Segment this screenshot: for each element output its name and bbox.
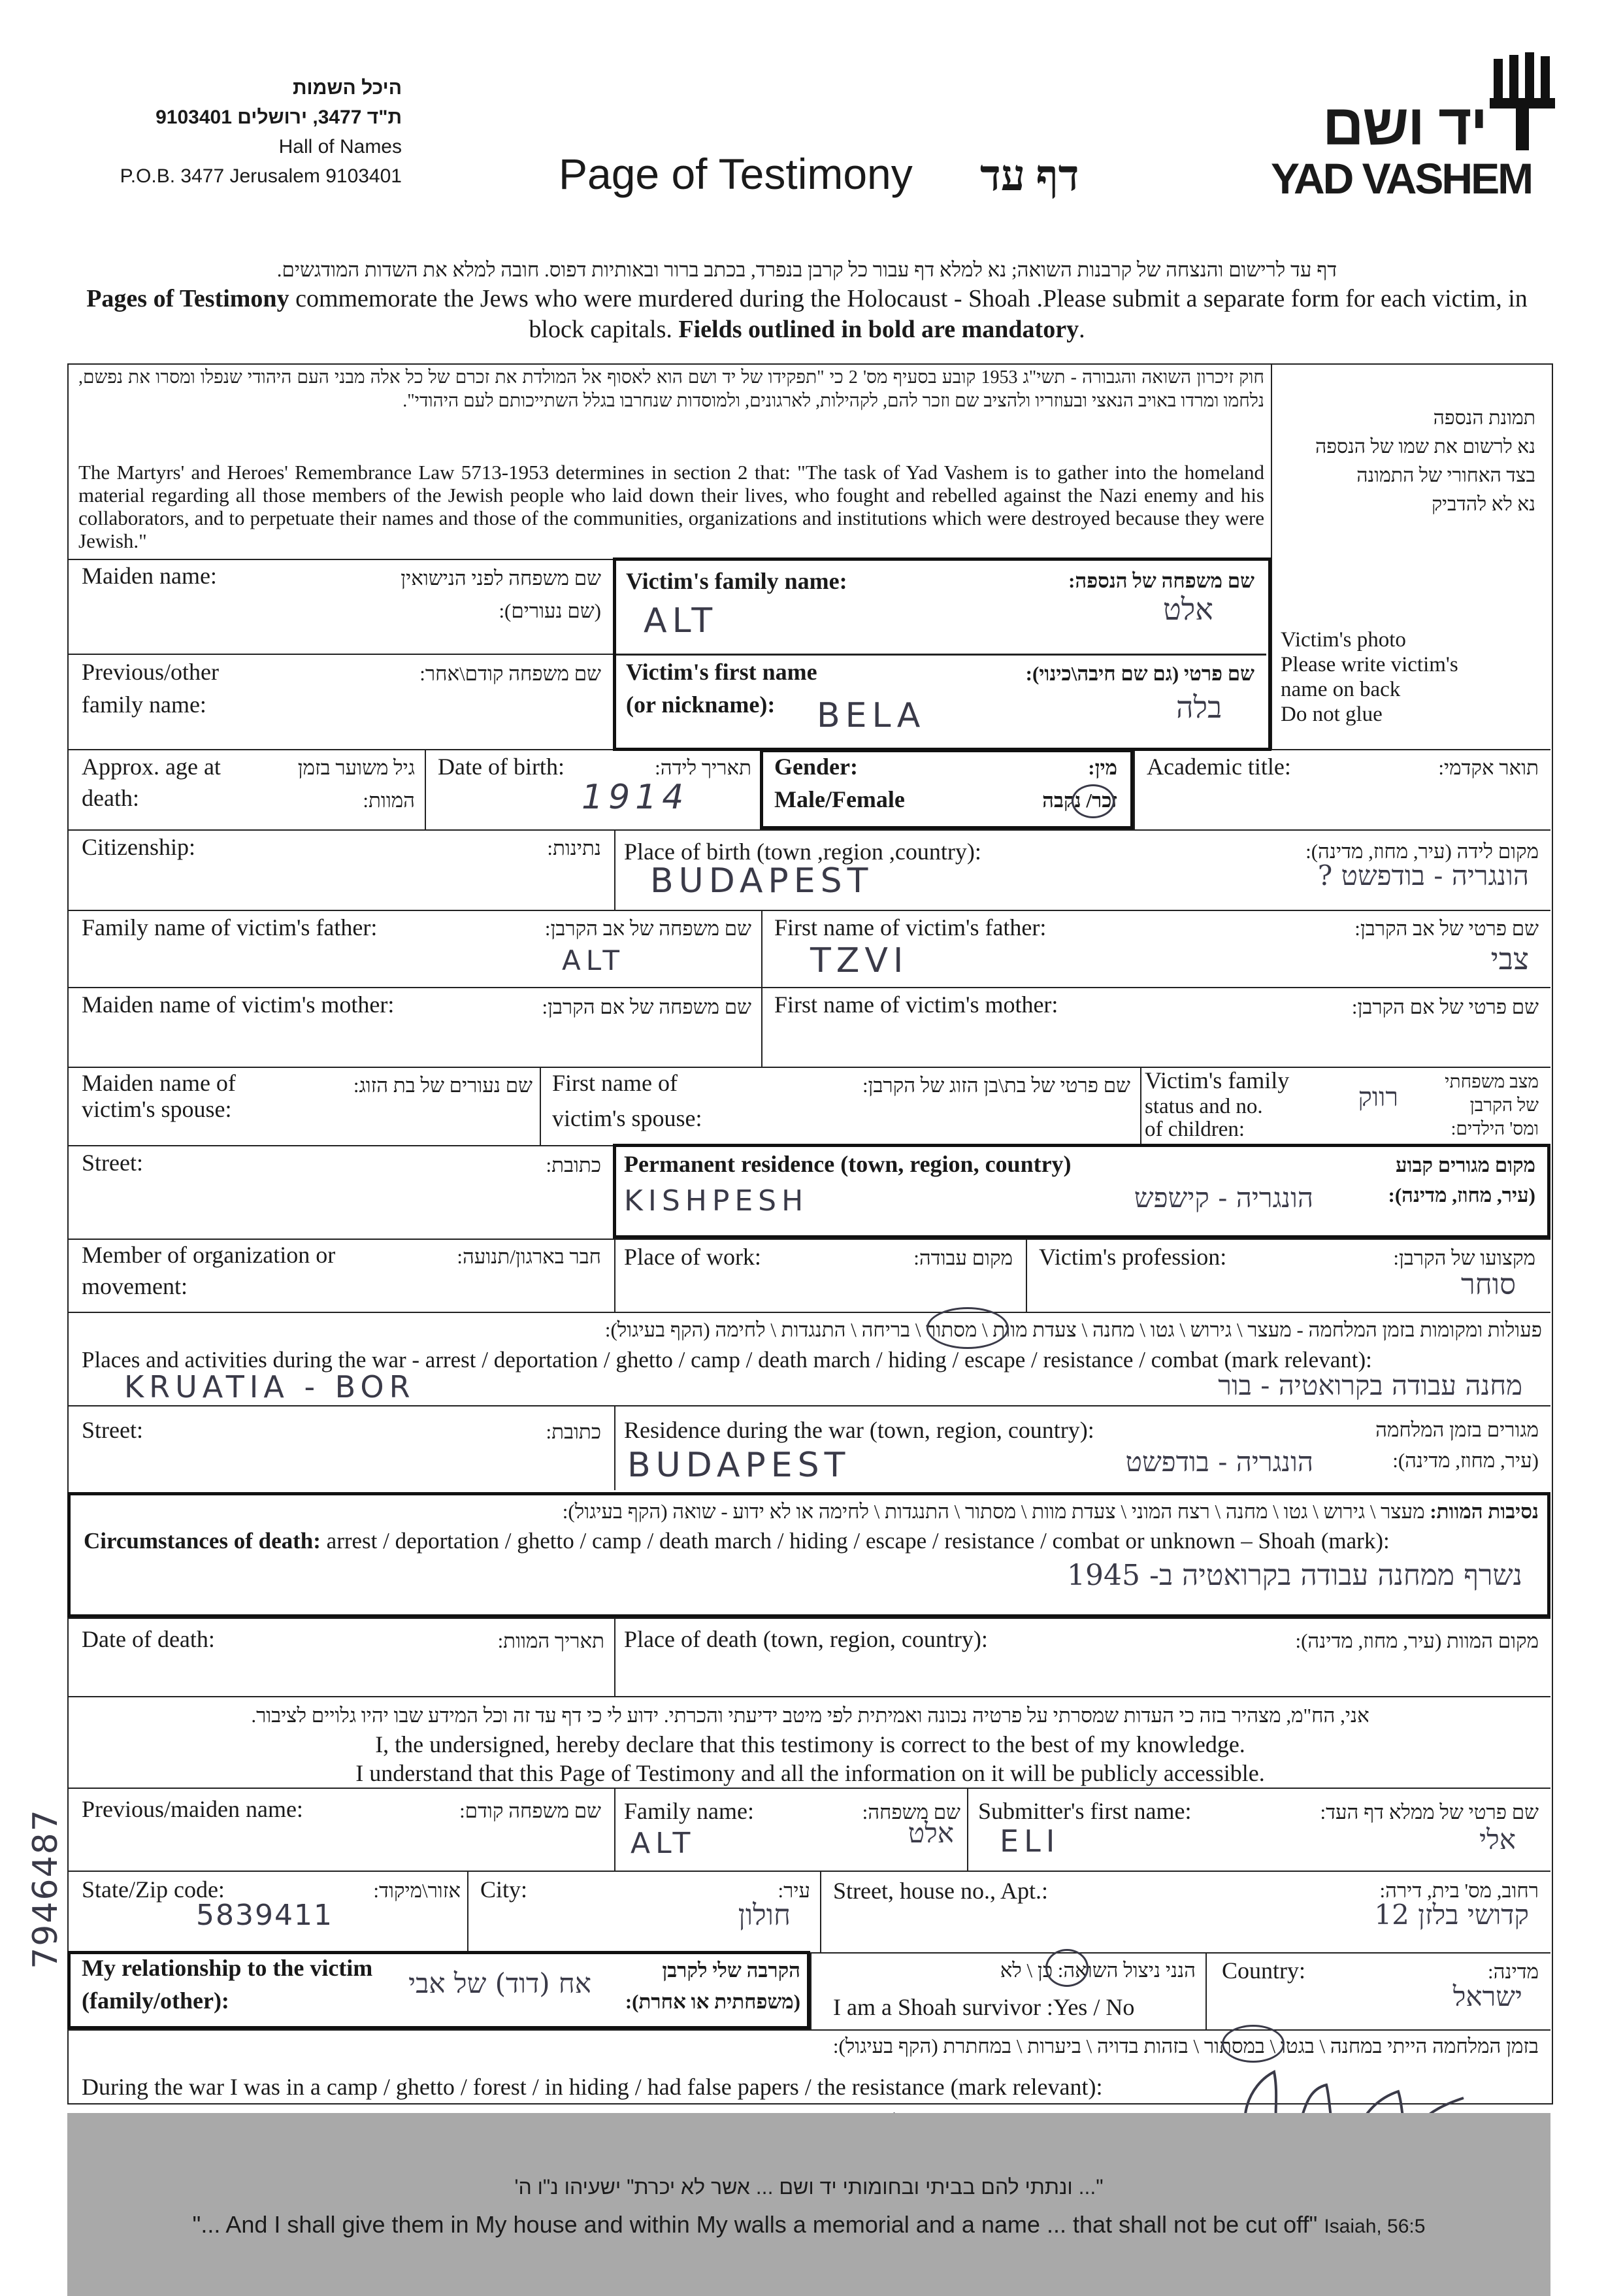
photo-en-4: Do not glue bbox=[1281, 703, 1383, 726]
photo-en-1: Victim's photo bbox=[1281, 628, 1406, 652]
gender-label: Gender: bbox=[774, 754, 858, 780]
spouse-first-label-he: שם פרטי של בת\בן הזוג של הקרבן: bbox=[862, 1074, 1130, 1097]
submitter-city-label-he: עיר: bbox=[778, 1879, 810, 1902]
death-circ-label bbox=[84, 1526, 1390, 1556]
submitter-zip-label-he: אזור\מיקוד: bbox=[373, 1879, 461, 1902]
country-label: Country: bbox=[1222, 1957, 1306, 1984]
yad-vashem-logo bbox=[1271, 52, 1558, 203]
family-name-label-he: שם משפחה של הנספה: bbox=[1068, 569, 1254, 592]
war-residence-value-he[interactable]: הונגריה - בודפשט bbox=[1125, 1446, 1313, 1478]
family-status-value[interactable]: רווק bbox=[1358, 1082, 1398, 1112]
submitter-zip-label: State/Zip code: bbox=[82, 1876, 225, 1903]
academic-label: Academic title: bbox=[1147, 754, 1291, 780]
profession-value[interactable]: סוחר bbox=[1461, 1268, 1516, 1301]
country-label-he: מדינה: bbox=[1488, 1960, 1539, 1983]
death-circ-value[interactable]: נשרף ממחנה עבודה בקרואטיה ב- 1945 bbox=[1067, 1559, 1522, 1592]
age-label: Approx. age at bbox=[82, 754, 221, 780]
relationship-label-he-2: (משפחתית או אחרת): bbox=[625, 1990, 800, 2013]
father-first-label: First name of victim's father: bbox=[774, 914, 1047, 940]
street-label: Street: bbox=[82, 1150, 143, 1176]
family-status-label-he: מצב משפחתי bbox=[1445, 1072, 1539, 1092]
submitter-street-label: Street, house no., Apt.: bbox=[833, 1878, 1048, 1904]
submitter-city-label: City: bbox=[480, 1876, 528, 1903]
death-circ-label-he-bold: נסיבות המוות: bbox=[1430, 1500, 1539, 1523]
gender-label-he: מין: bbox=[1088, 756, 1117, 779]
photo-instructions-he bbox=[1281, 404, 1535, 519]
family-status-label-he-2: של הקרבן bbox=[1469, 1095, 1539, 1116]
relationship-label-2: (family/other): bbox=[82, 1988, 229, 2014]
photo-instructions-en bbox=[1281, 627, 1458, 727]
submitter-first-label: Submitter's first name: bbox=[978, 1798, 1192, 1824]
citizenship-label: Citizenship: bbox=[82, 834, 195, 860]
mother-maiden-label-he: שם משפחה של אם הקרבן: bbox=[542, 995, 751, 1018]
father-family-label-he: שם משפחה של אב הקרבן: bbox=[544, 917, 751, 940]
intro-en-bold-2: Fields outlined in bold are mandatory bbox=[678, 316, 1079, 343]
mother-first-label: First name of victim's mother: bbox=[774, 991, 1058, 1018]
side-stamp-number: 7946487 bbox=[26, 1808, 65, 1969]
footer-quote-en-text: "... And I shall give them in My house and within My walls a memorial and a name ... that shall not be cut off" bbox=[192, 2211, 1318, 2238]
war-status-label-he: בזמן המלחמה הייתי במחנה \ בגטו \ במסתור \ בזהות בדויה \ ביערות \ במחתרת (הקף בעיגול): bbox=[832, 2035, 1539, 2057]
first-name-label-2: (or nickname): bbox=[626, 691, 776, 718]
relationship-label-he: הקרבה שלי לקרבן bbox=[662, 1959, 800, 1982]
photo-he-2: נא לרשום את שמו של הנספה bbox=[1315, 436, 1535, 458]
citizenship-label-he: נתינות: bbox=[547, 837, 601, 859]
law-text-en: The Martyrs' and Heroes' Remembrance Law 5713-1953 determines in section 2 that: "The task of Yad Vashem is to gather into the homeland material regarding all those members of the Jewish people who laid down their lives, who fought and rebelled against the Nazi enemy and his collaborators, and to perpetuate their names and those of the communities, organizations and institutions which were destroyed because they were Jewish." bbox=[78, 461, 1264, 552]
photo-en-2: Please write victim's bbox=[1281, 653, 1458, 676]
submitter-city-value[interactable]: חולון bbox=[738, 1899, 791, 1932]
address-en-1: Hall of Names bbox=[278, 136, 402, 158]
father-first-value[interactable]: TZVI bbox=[810, 941, 909, 980]
birthplace-value[interactable]: BUDAPEST bbox=[650, 861, 874, 901]
gender-label-2: Male/Female bbox=[774, 786, 905, 812]
maiden-name-label: Maiden name: bbox=[82, 563, 217, 589]
address-he-2: ת"ד 3477, ירושלים 9103401 bbox=[156, 107, 402, 128]
submitter-first-value-he[interactable]: אלי bbox=[1479, 1823, 1516, 1855]
submitter-family-value[interactable]: ALT bbox=[631, 1827, 696, 1860]
father-family-value[interactable]: ALT bbox=[562, 944, 625, 976]
intro-en bbox=[72, 284, 1542, 345]
war-residence-label: Residence during the war (town, region, country): bbox=[624, 1417, 1094, 1443]
member-label: Member of organization or bbox=[82, 1242, 336, 1268]
residence-label-he-2: (עיר, מחוז, מדינה): bbox=[1388, 1184, 1535, 1206]
submitter-family-label: Family name: bbox=[624, 1798, 754, 1824]
family-status-label-2: status and no. bbox=[1145, 1095, 1263, 1118]
first-name-label-he: שם פרטי (גם שם חיבה\כינוי): bbox=[1025, 662, 1254, 685]
logo-en: YAD VASHEM bbox=[1271, 154, 1532, 203]
footer-quote-he: "... ונתתי להם בביתי ובחומותי יד ושם ... אשר לא יכרת" ישעיהו נ"ו ה' bbox=[514, 2175, 1104, 2199]
first-name-value-he[interactable]: בלה bbox=[1176, 690, 1222, 725]
survivor-label: I am a Shoah survivor :Yes / No bbox=[833, 1994, 1135, 2020]
spouse-maiden-label-2: victim's spouse: bbox=[82, 1096, 232, 1122]
intro-text bbox=[72, 256, 1542, 345]
logo-he: יד ושם bbox=[1322, 92, 1486, 157]
address-he-1: היכל השמות bbox=[292, 77, 402, 99]
submitter-family-label-he: שם משפחה: bbox=[862, 1801, 960, 1823]
footer-quote-en bbox=[67, 2211, 1550, 2238]
member-label-2: movement: bbox=[82, 1273, 188, 1299]
dob-value[interactable]: 1914 bbox=[582, 778, 689, 817]
intro-en-1: commemorate the Jews who were murdered during the Holocaust - Shoah .Please submit a separate form for each victim, in block capitals. bbox=[289, 285, 1528, 343]
residence-label: Permanent residence (town, region, country) bbox=[624, 1151, 1072, 1177]
family-status-label: Victim's family bbox=[1145, 1067, 1290, 1093]
death-place-label-he: מקום המוות (עיר, מחוז, מדינה): bbox=[1295, 1629, 1539, 1652]
submitter-zip-value[interactable]: 5839411 bbox=[196, 1899, 333, 1932]
law-text-he: חוק זיכרון השואה והגבורה - תשי"ג 1953 קובע בסעיף מס' 2 כי "תפקידו של יד ושם הוא לאסוף אל המולדת את זכרם של כל אלה מבני העם היהודי שנפלו ומסרו את נפשם, נלחמו ומרדו באויב הנאצי ובעוזריו ולהציב שם וזכר להם, לקהילות, לארגונים, ולמוסדות שנחרבו בגלל השתייכותם לעם היהודי". bbox=[78, 367, 1264, 411]
maiden-name-label-he: שם משפחה לפני הנישואין bbox=[401, 567, 601, 590]
death-place-label: Place of death (town, region, country): bbox=[624, 1626, 988, 1652]
page-title-he: דף עד bbox=[980, 152, 1079, 200]
family-name-value[interactable]: ALT bbox=[644, 601, 718, 641]
war-camp-circle[interactable] bbox=[926, 1307, 1009, 1349]
war-street-label-he: כתובת: bbox=[546, 1420, 601, 1443]
country-value[interactable]: ישראל bbox=[1452, 1980, 1522, 2012]
war-residence-label-he-2: (עיר, מחוז, מדינה): bbox=[1392, 1449, 1539, 1472]
relationship-label: My relationship to the victim bbox=[82, 1955, 373, 1981]
declaration bbox=[78, 1701, 1542, 1788]
death-circ-label-he bbox=[78, 1497, 1539, 1527]
profession-label-he: מקצועו של הקרבן: bbox=[1393, 1246, 1535, 1269]
photo-en-3: name on back bbox=[1281, 678, 1401, 701]
war-places-label: Places and activities during the war - arrest / deportation / ghetto / camp / death march / hiding / escape / resistance / combat (mark relevant): bbox=[82, 1347, 1372, 1373]
war-places-value[interactable]: KRUATIA - BOR bbox=[124, 1369, 416, 1405]
submitter-prev-name-label-he: שם משפחה קודם: bbox=[459, 1799, 601, 1822]
war-status-label: During the war I was in a camp / ghetto / forest / in hiding / had false papers / the resistance (mark relevant): bbox=[82, 2074, 1103, 2100]
war-residence-label-he: מגורים בזמן המלחמה bbox=[1375, 1418, 1539, 1441]
family-status-label-he-3: ומס' הילדים: bbox=[1451, 1119, 1539, 1139]
photo-he-4: נא לא להדביק bbox=[1432, 493, 1535, 515]
family-status-label-3: of children: bbox=[1145, 1118, 1245, 1141]
family-name-label: Victim's family name: bbox=[626, 568, 847, 594]
death-circ-label-bold: Circumstances of death: bbox=[84, 1528, 321, 1554]
academic-label-he: תואר אקדמי: bbox=[1438, 756, 1539, 779]
maiden-name-label-he-2: (שם נעורים): bbox=[499, 599, 601, 622]
previous-name-label-he: שם משפחה קודם\אחר: bbox=[419, 662, 601, 685]
submitter-family-value-he[interactable]: אלט bbox=[908, 1817, 954, 1849]
birthplace-label: Place of birth (town ,region ,country): bbox=[624, 839, 981, 865]
residence-value[interactable]: KISHPESH bbox=[624, 1184, 809, 1218]
age-label-2: death: bbox=[82, 785, 139, 811]
war-places-label-he: פעולות ומקומות בזמן המלחמה - מעצר \ גירוש \ גטו \ מחנה \ צעדת מוות \ מסתור \ בריחה \ התנגדות \ לחימה (הקף בעיגול): bbox=[604, 1318, 1542, 1341]
work-label: Place of work: bbox=[624, 1244, 761, 1270]
gender-label-he-2: זכר/ נקבה bbox=[1042, 789, 1117, 812]
age-label-he-2: המוות: bbox=[363, 789, 415, 812]
photo-he-3: בצד האחורי של התמונה bbox=[1356, 465, 1535, 486]
spouse-first-label-2: victim's spouse: bbox=[552, 1105, 702, 1131]
submitter-first-label-he: שם פרטי של ממלא דף העד: bbox=[1320, 1801, 1539, 1823]
gender-male-circle[interactable] bbox=[1072, 784, 1115, 818]
previous-name-label: Previous/other bbox=[82, 659, 219, 685]
first-name-value[interactable]: BELA bbox=[817, 696, 926, 735]
war-places-value-he[interactable]: מחנה עבודה בקרואטיה - בור bbox=[1218, 1369, 1522, 1401]
war-street-label: Street: bbox=[82, 1417, 143, 1443]
address-en-2: P.O.B. 3477 Jerusalem 9103401 bbox=[120, 165, 402, 187]
death-date-label-he: תאריך המוות: bbox=[497, 1629, 604, 1652]
previous-name-label-2: family name: bbox=[82, 691, 206, 718]
family-name-value-he[interactable]: אלט bbox=[1163, 591, 1213, 627]
submitter-street-label-he: רחוב, מס' בית, דירה: bbox=[1379, 1879, 1539, 1902]
survivor-label-he: הנני ניצול השואה: כן \ לא bbox=[1000, 1959, 1196, 1982]
submitter-prev-name-label: Previous/maiden name: bbox=[82, 1796, 303, 1822]
menorah-icon bbox=[1490, 52, 1555, 150]
survivor-yes-circle[interactable] bbox=[1045, 1949, 1089, 1987]
spouse-maiden-label-he: שם נעורים של בת הזוג: bbox=[353, 1074, 533, 1097]
footer-quote-ref: Isaiah, 56:5 bbox=[1324, 2216, 1426, 2237]
residence-value-he[interactable]: הונגריה - קישפש bbox=[1134, 1182, 1313, 1214]
member-label-he: חבר בארגון/תנועה: bbox=[457, 1245, 601, 1268]
address-block bbox=[78, 73, 402, 191]
declaration-en-1: I, the undersigned, hereby declare that this testimony is correct to the best of my knowledge. bbox=[375, 1731, 1245, 1757]
birthplace-label-he: מקום לידה (עיר, מחוז, מדינה): bbox=[1305, 840, 1539, 863]
death-circ-options-he: מעצר \ גירוש \ גטו \ מחנה \ רצח המוני \ צעדת מוות \ מסתור \ התנגדות \ לחימה או לא ידוע - שואה (הקף בעיגול): bbox=[562, 1500, 1425, 1523]
intro-en-bold: Pages of Testimony bbox=[86, 285, 289, 312]
intro-he: דף עד לרישום והנצחה של קרבנות השואה; נא למלא דף עבור כל קרבן בנפרד, בכתב ברור ובאותיות דפוס. חובה למלא את השדות המודגשים. bbox=[276, 258, 1337, 281]
death-circ-options: arrest / deportation / ghetto / camp / death march / hiding / escape / resistance / combat or unknown – Shoah (mark): bbox=[326, 1528, 1390, 1554]
birthplace-value-he[interactable]: הונגריה - בודפשט ? bbox=[1317, 859, 1529, 891]
declaration-he: אני, הח"מ, מצהיר בזה כי העדות שמסרתי על פרטיה נכונה ואמיתית לפי מיטב ידיעתי והכרתי. ידוע לי כי דף עד זה וכל המידע שבו יהיו גלויים לציבור. bbox=[251, 1704, 1369, 1727]
submitter-street-value[interactable]: קדושי בלזן 12 bbox=[1374, 1899, 1529, 1931]
work-label-he: מקום עבודה: bbox=[913, 1246, 1013, 1269]
relationship-value[interactable]: אח (דוד) של אבי bbox=[408, 1967, 591, 1999]
dob-label-he: תאריך לידה: bbox=[655, 756, 751, 779]
father-first-label-he: שם פרטי של אב הקרבן: bbox=[1354, 917, 1539, 940]
mother-first-label-he: שם פרטי של אם הקרבן: bbox=[1351, 995, 1539, 1018]
death-date-label: Date of death: bbox=[82, 1626, 215, 1652]
first-name-label: Victim's first name bbox=[626, 659, 817, 685]
intro-en-end: . bbox=[1079, 316, 1085, 343]
footer-quote-band bbox=[67, 2113, 1550, 2296]
mother-maiden-label: Maiden name of victim's mother: bbox=[82, 991, 395, 1018]
submitter-first-value[interactable]: ELI bbox=[1000, 1823, 1060, 1859]
declaration-en-2: I understand that this Page of Testimony and all the information on it will be publicly accessible. bbox=[355, 1760, 1265, 1786]
spouse-first-label: First name of bbox=[552, 1070, 678, 1096]
street-label-he: כתובת: bbox=[546, 1154, 601, 1176]
war-residence-value[interactable]: BUDAPEST bbox=[627, 1446, 851, 1485]
dob-label: Date of birth: bbox=[438, 754, 565, 780]
father-first-value-he[interactable]: צבי bbox=[1490, 941, 1529, 976]
profession-label: Victim's profession: bbox=[1039, 1244, 1227, 1270]
photo-he-1: תמונת הנספה bbox=[1433, 407, 1535, 429]
spouse-maiden-label: Maiden name of bbox=[82, 1070, 236, 1096]
father-family-label: Family name of victim's father: bbox=[82, 914, 378, 940]
residence-label-he: מקום מגורים קבוע bbox=[1396, 1154, 1535, 1176]
age-label-he: גיל משוער בזמן bbox=[297, 756, 415, 779]
page-title: Page of Testimony bbox=[559, 150, 913, 198]
